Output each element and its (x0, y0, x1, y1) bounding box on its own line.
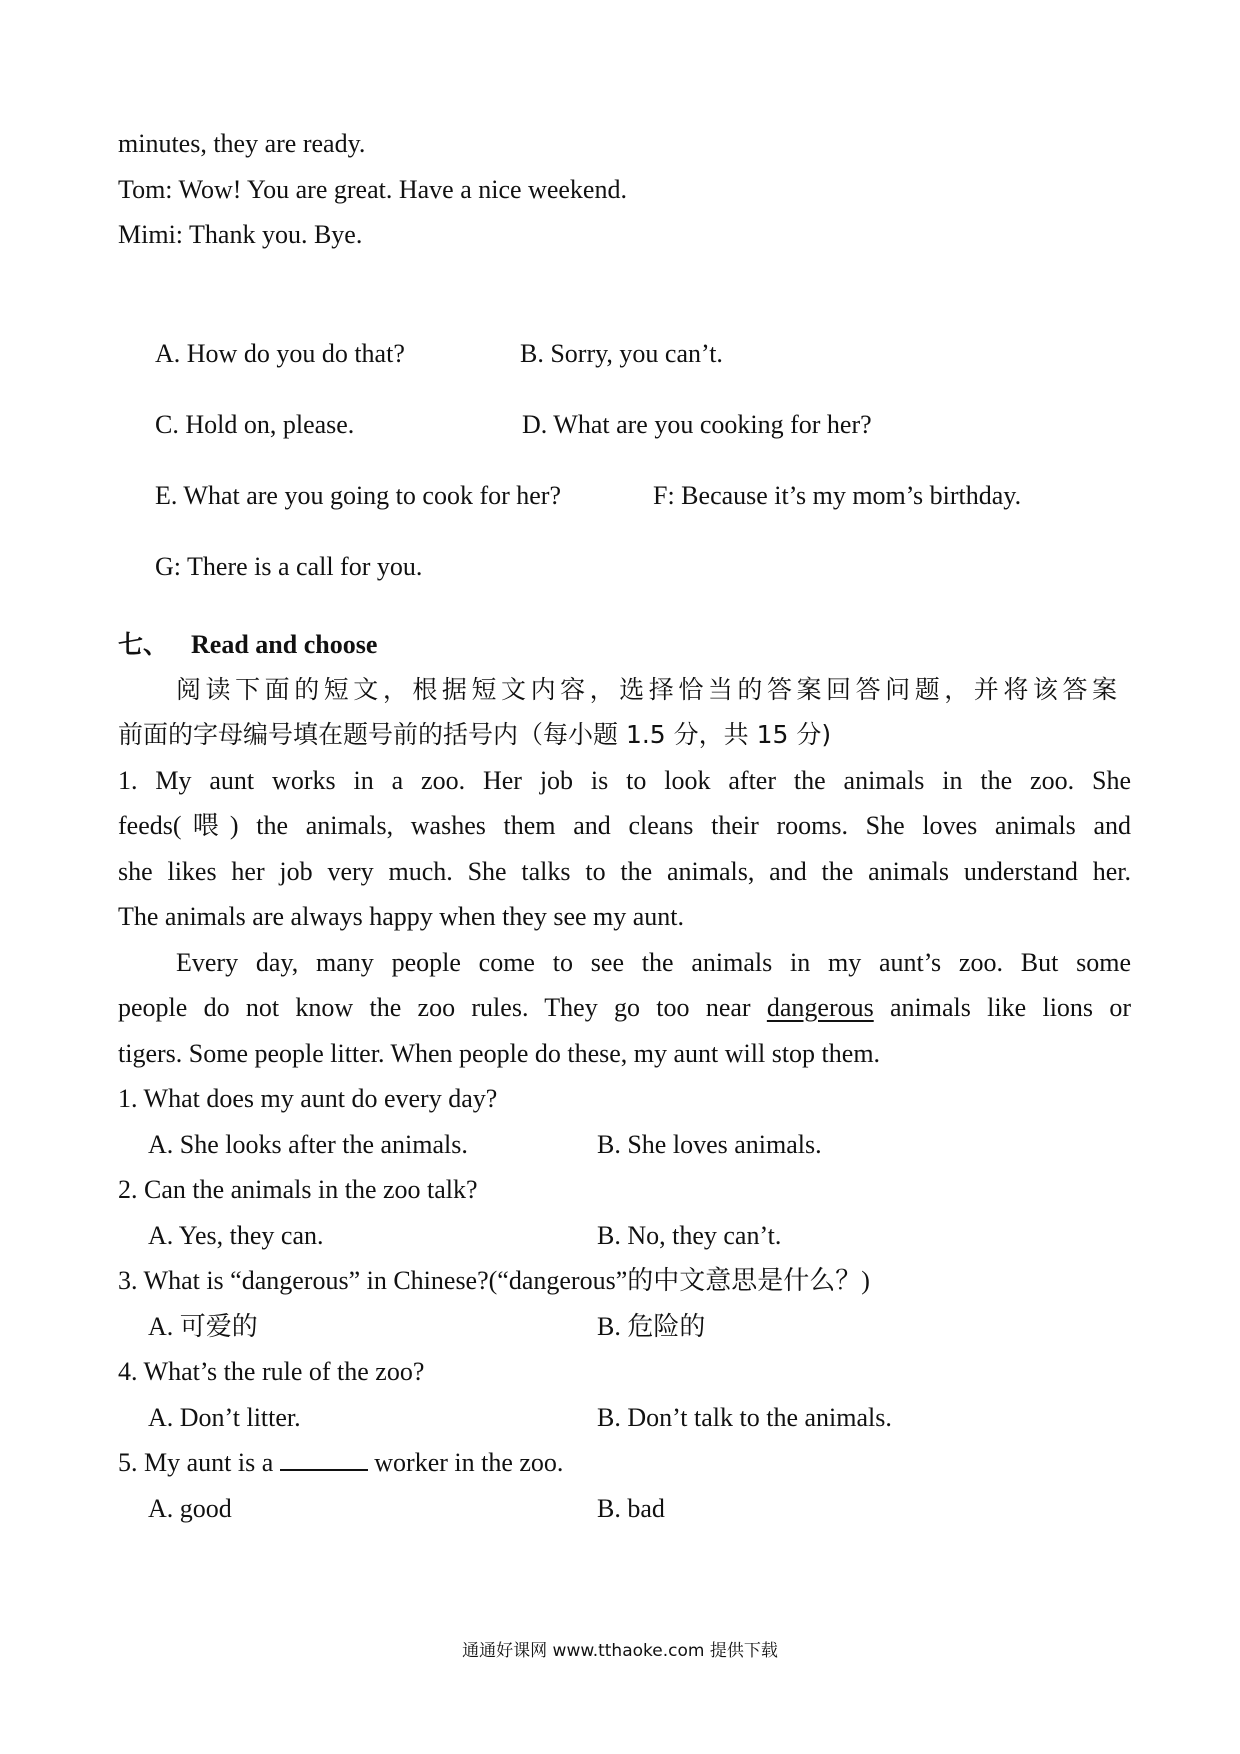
question-text: 2. Can the animals in the zoo talk? (118, 1175, 478, 1204)
answer-choice-a: A. She looks after the animals. (148, 1130, 468, 1159)
section-title: Read and choose (191, 630, 378, 659)
passage-line: Every day, many people come to see the animals in my aunt’s zoo. But some (176, 948, 1131, 977)
passage-line: feeds(喂) the animals, washes them and cleans their rooms. She loves animals and (118, 811, 1131, 840)
question-text-part: worker in the zoo. (367, 1448, 564, 1477)
passage-text: people do not know the zoo rules. They go too near (118, 993, 767, 1022)
passage-line: tigers. Some people litter. When people do these, my aunt will stop them. (118, 1039, 881, 1068)
option-d: D. What are you cooking for her? (522, 410, 872, 439)
section-number: 七、 (118, 630, 169, 659)
option-c: C. Hold on, please. (155, 410, 355, 439)
passage-line (118, 992, 1131, 1024)
answer-choice-a: A. Don’t litter. (148, 1403, 301, 1432)
question-text: 3. What is “dangerous” in Chinese?(“dangerous”的中文意思是什么？) (118, 1266, 870, 1295)
passage-line: she likes her job very much. She talks to the animals, and the animals understand her. (118, 857, 1131, 886)
answer-choice-b: B. No, they can’t. (597, 1221, 782, 1250)
option-b: B. Sorry, you can’t. (520, 339, 723, 368)
instructions-line: 阅读下面的短文，根据短文内容，选择恰当的答案回答问题，并将该答案 (176, 675, 1117, 704)
dialogue-line: Mimi: Thank you. Bye. (118, 220, 363, 249)
fill-blank (280, 1447, 368, 1471)
answer-choice-a: A. Yes, they can. (148, 1221, 324, 1250)
instructions-line: 前面的字母编号填在题号前的括号内（每小题 1.5 分，共 15 分) (118, 720, 832, 749)
dialogue-line: Tom: Wow! You are great. Have a nice weekend. (118, 175, 627, 204)
passage-text: animals like lions or (873, 993, 1131, 1022)
question-text (118, 1447, 563, 1479)
dialogue-line: minutes, they are ready. (118, 129, 366, 158)
option-e: E. What are you going to cook for her? (155, 481, 561, 510)
answer-choice-a: A. good (148, 1494, 232, 1523)
passage-line: 1. My aunt works in a zoo. Her job is to look after the animals in the zoo. She (118, 766, 1131, 795)
answer-choice-b: B. Don’t talk to the animals. (597, 1403, 892, 1432)
option-f: F: Because it’s my mom’s birthday. (653, 481, 1022, 510)
answer-choice-a: A. 可爱的 (148, 1312, 258, 1341)
answer-choice-b: B. bad (597, 1494, 665, 1523)
question-text: 1. What does my aunt do every day? (118, 1084, 498, 1113)
option-g: G: There is a call for you. (155, 552, 423, 581)
answer-choice-b: B. 危险的 (597, 1312, 706, 1341)
underlined-word: dangerous (766, 993, 874, 1022)
passage-line: The animals are always happy when they see my aunt. (118, 902, 685, 931)
question-text: 4. What’s the rule of the zoo? (118, 1357, 425, 1386)
question-text-part: 5. My aunt is a (118, 1448, 280, 1477)
answer-choice-b: B. She loves animals. (597, 1130, 822, 1159)
option-a: A. How do you do that? (155, 339, 405, 368)
page-footer: 通通好课网 www.tthaoke.com 提供下载 (462, 1641, 778, 1661)
